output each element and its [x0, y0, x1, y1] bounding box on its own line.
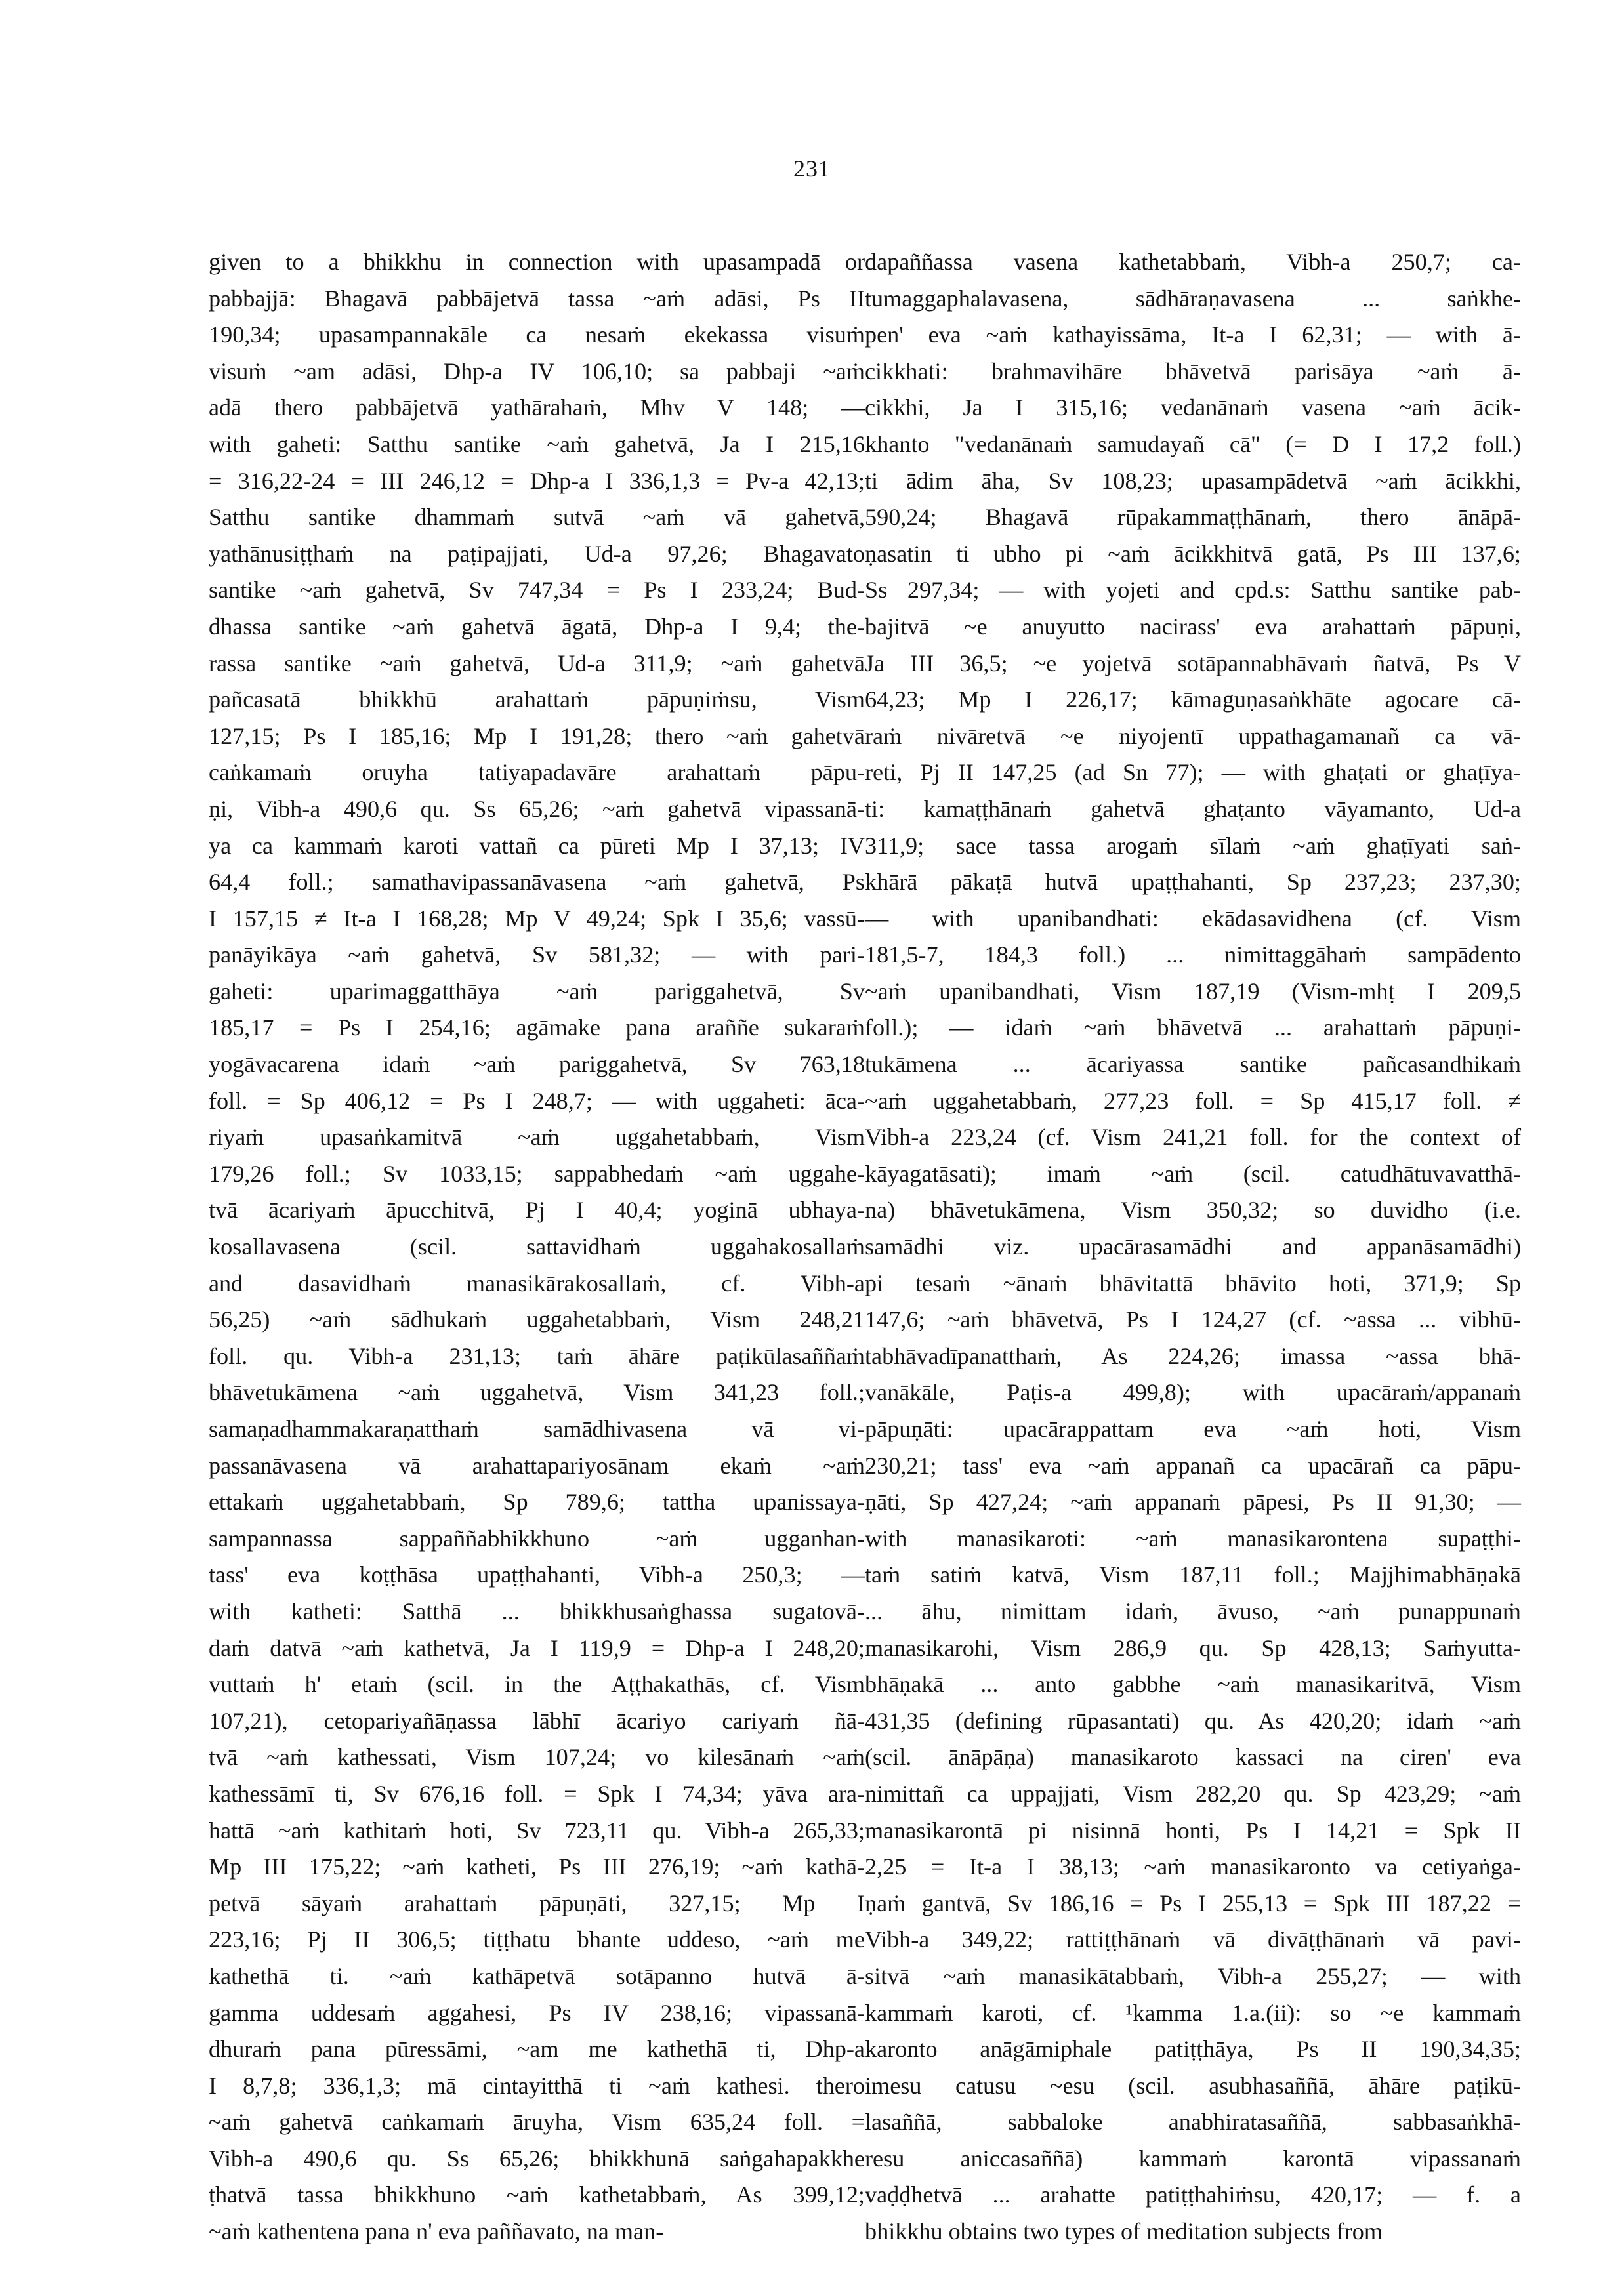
left-column-line: kosallavasena (scil. sattavidhaṁ uggahakosallaṁ — [209, 1233, 865, 1260]
left-column-line: = 316,22-24 = III 246,12 = Dhp-a I 336,1,3 = Pv-a 42,13; — [209, 467, 865, 494]
left-column-line: rassa santike ~aṁ gahetvā, Ud-a 311,9; ~aṁ gahetvā — [209, 650, 865, 676]
left-column-line: I 157,15 ≠ It-a I 168,28; Mp V 49,24; Spk I 35,6; vassū- — [209, 905, 865, 932]
right-column-line: ti: kamaṭṭhānaṁ gahetvā ghaṭanto vāyamanto, Ud-a — [865, 795, 1521, 822]
left-column-line: dhuraṁ pana pūressāmi, ~am me kathethā ti, Dhp-a — [209, 2036, 865, 2063]
right-column-line: 2,25 = It-a I 38,13; ~aṁ manasikaronto va cetiyaṅga- — [865, 1853, 1521, 1880]
left-column-line: santike ~aṁ gahetvā, Sv 747,34 = Ps I 233,24; Bud- — [209, 577, 865, 604]
right-column-line: sitvā ~aṁ manasikātabbaṁ, Vibh-a 255,27; — with — [865, 1962, 1521, 1989]
right-column-line: pen' eva ~aṁ kathayissāma, It-a I 62,31; — with ā- — [865, 321, 1521, 348]
left-column-line: vuttaṁ h' etaṁ (scil. in the Aṭṭhakathās, cf. Vism — [209, 1671, 865, 1698]
left-column-line: yathānusiṭṭhaṁ na paṭipajjati, Ud-a 97,26; Bhagavato — [209, 540, 865, 567]
left-column-line: ~aṁ gahetvā caṅkamaṁ āruyha, Vism 635,24 foll. = — [209, 2109, 865, 2136]
right-column-line: pāpuṇāti: upacārappattam eva ~aṁ hoti, Vism — [865, 1416, 1521, 1442]
left-column-line: foll. qu. Vibh-a 231,13; taṁ āhāre paṭikūlasaññaṁ — [209, 1342, 865, 1369]
right-column-line: tukāmena ... ācariyassa santike pañcasandhikaṁ — [865, 1051, 1521, 1078]
right-column-line: manasikarohi, Vism 286,9 qu. Sp 428,13; Saṁyutta- — [865, 1634, 1521, 1661]
left-column-line: 179,26 foll.; Sv 1033,15; sappabhedaṁ ~aṁ uggahe- — [209, 1160, 865, 1187]
right-column-line: Vibh-a 349,22; rattiṭṭhānaṁ vā divāṭṭhānaṁ vā pavi- — [865, 1926, 1521, 1953]
left-column-line: ṇi, Vibh-a 490,6 qu. Ss 65,26; ~aṁ gahetvā vipassanā- — [209, 795, 865, 822]
right-column-line: 590,24; Bhagavā rūpakammaṭṭhānaṁ, thero ānāpā- — [865, 504, 1521, 531]
left-column-line: pabbajjā: Bhagavā pabbājetvā tassa ~aṁ adāsi, Ps II — [209, 285, 865, 312]
left-column-line: 127,15; Ps I 185,16; Mp I 191,28; thero ~aṁ gahetvā — [209, 722, 865, 749]
left-column-line: dhassa santike ~aṁ gahetvā āgatā, Dhp-a I 9,4; the- — [209, 613, 865, 640]
left-column-line: ya ca kammaṁ karoti vattañ ca pūreti Mp I 37,13; IV — [209, 832, 865, 859]
right-column-line: ~aṁ uggahetabbaṁ, 277,23 foll. = Sp 415,17 foll. ≠ — [865, 1087, 1521, 1114]
left-column-line: gamma uddesaṁ aggahesi, Ps IV 238,16; vipassanā- — [209, 1999, 865, 2026]
right-column-line: cikkhi, Ja I 315,16; vedanānaṁ vasena ~aṁ ācik- — [865, 394, 1521, 421]
left-column-line: Mp III 175,22; ~aṁ katheti, Ps III 276,19; ~aṁ kathā- — [209, 1853, 865, 1880]
left-column-line: ṭhatvā tassa bhikkhuno ~aṁ kathetabbaṁ, As 399,12; — [209, 2181, 865, 2208]
right-column-line: 181,5-7, 184,3 foll.) ... nimittaggāhaṁ sampādento — [865, 941, 1521, 968]
right-column-line: imesu catusu ~esu (scil. asubhasaññā, āhāre paṭikū- — [865, 2072, 1521, 2099]
right-column-line: pi tesaṁ ~ānaṁ bhāvitattā bhāvito hoti, 371,9; Sp — [865, 1270, 1521, 1296]
right-column-line: 431,35 (defining rūpasantati) qu. As 420,20; idaṁ ~aṁ — [865, 1707, 1521, 1734]
right-column-line: reti, Pj II 147,25 (ad Sn 77); — with ghaṭati or ghaṭīya- — [865, 759, 1521, 786]
left-column-line: 64,4 foll.; samathavipassanāvasena ~aṁ gahetvā, Ps — [209, 869, 865, 896]
left-column-line: Vibh-a 490,6 qu. Ss 65,26; bhikkhunā saṅgahapakkhe — [209, 2145, 865, 2172]
left-column-line: yogāvacarena idaṁ ~aṁ pariggahetvā, Sv 763,18 — [209, 1051, 865, 1078]
right-column-line: ṇaṁ gantvā, Sv 186,16 = Ps I 255,13 = Spk III 187,22 = — [865, 1890, 1521, 1916]
right-column-line: Ja III 36,5; ~e yojetvā sotāpannabhāvaṁ ñatvā, Ps V — [865, 650, 1521, 676]
right-column-line: Ss 297,34; — with yojeti and cpd.s: Satthu santike pab- — [865, 577, 1521, 604]
left-column-line: kathessāmī ti, Sv 676,16 foll. = Spk I 74,34; yāva ara- — [209, 1780, 865, 1807]
left-column-line: passanāvasena vā arahattapariyosānam ekaṁ ~aṁ — [209, 1452, 865, 1479]
left-column-line: tvā ācariyaṁ āpucchitvā, Pj I 40,4; yoginā ubhaya- — [209, 1197, 865, 1224]
left-column-line: Satthu santike dhammaṁ sutvā ~aṁ vā gahetvā, — [209, 504, 865, 531]
right-column-line: bajitvā ~e anuyutto nacirass' eva arahattaṁ pāpuṇi, — [865, 613, 1521, 640]
page-number: 231 — [793, 155, 831, 182]
left-column-line: ettakaṁ uggahetabbaṁ, Sp 789,6; tattha upanissaya- — [209, 1489, 865, 1516]
left-column-line: ~aṁ kathentena pana n' eva paññavato, na man- — [209, 2218, 664, 2245]
right-column-line: lasaññā, sabbaloke anabhiratasaññā, sabbasaṅkhā- — [865, 2109, 1521, 2136]
right-column-line: 64,23; Mp I 226,17; kāmaguṇasaṅkhāte agocare cā- — [865, 686, 1521, 713]
right-column-line: tumaggaphalavasena, sādhāraṇavasena ... saṅkhe- — [865, 285, 1521, 312]
right-column-line: bhāṇakā ... anto gabbhe ~aṁ manasikaritvā, Vism — [865, 1671, 1521, 1698]
right-column-line: ti ādim āha, Sv 108,23; upasampādetvā ~aṁ ācikkhi, — [865, 467, 1521, 494]
left-column-line: riyaṁ upasaṅkamitvā ~aṁ uggahetabbaṁ, Vism — [209, 1124, 865, 1151]
left-column-line: kathethā ti. ~aṁ kathāpetvā sotāpanno hutvā ā- — [209, 1962, 865, 1989]
left-column-line: 185,17 = Ps I 254,16; agāmake pana araññe sukaraṁ — [209, 1014, 865, 1041]
left-column-line: tass' eva koṭṭhāsa upaṭṭhahanti, Vibh-a 250,3; — — [209, 1561, 865, 1588]
right-column-line: tabhāvadīpanatthaṁ, As 224,26; imassa ~assa bhā- — [865, 1342, 1521, 1369]
left-column-line: adā thero pabbājetvā yathārahaṁ, Mhv V 148; — — [209, 394, 865, 421]
right-column-line: Vibh-a 223,24 (cf. Vism 241,21 foll. for the context of — [865, 1124, 1521, 1151]
left-column-line: with katheti: Satthā ... bhikkhusaṅghassa sugatovā- — [209, 1598, 865, 1624]
left-column-line: given to a bhikkhu in connection with upasampadā or — [209, 249, 865, 275]
left-column-line: and dasavidhaṁ manasikārakosallaṁ, cf. Vibh-a — [209, 1270, 865, 1296]
right-column-line: kammaṁ karoti, cf. ¹kamma 1.a.(ii): so ~e kammaṁ — [865, 1999, 1521, 2026]
right-column-line: manasikarontā pi nisinnā honti, Ps I 14,21 = Spk II — [865, 1817, 1521, 1844]
left-column-line: sampannassa sappaññabhikkhuno ~aṁ ugganhan- — [209, 1525, 865, 1552]
left-column-line: caṅkamaṁ oruyha tatiyapadavāre arahattaṁ pāpu- — [209, 759, 865, 786]
right-column-line: (scil. ānāpāṇa) manasikaroto kassaci na ciren' eva — [865, 1744, 1521, 1771]
right-column-line: taṁ satiṁ katvā, Vism 187,11 foll.; Majjhimabhāṇakā — [865, 1561, 1521, 1588]
left-column-line: bhāvetukāmena ~aṁ uggahetvā, Vism 341,23 foll.; — [209, 1379, 865, 1406]
right-column-line: raṁ nivāretvā ~e niyojentī uppathagamanañ ca vā- — [865, 722, 1521, 749]
left-column-line: samaṇadhammakaraṇatthaṁ samādhivasena vā vi- — [209, 1416, 865, 1442]
right-column-line: ṇāti, Sp 427,24; ~aṁ appanaṁ pāpesi, Ps II 91,30; — — [865, 1489, 1521, 1516]
right-column-line: resu aniccasaññā) kammaṁ karontā vipassanaṁ — [865, 2145, 1521, 2172]
left-column-line: hattā ~aṁ kathitaṁ hoti, Sv 723,11 qu. Vibh-a 265,33; — [209, 1817, 865, 1844]
right-column-line: foll.); — idaṁ ~aṁ bhāvetvā ... arahattaṁ pāpuṇi- — [865, 1014, 1521, 1041]
right-column-line: nimittañ ca uppajjati, Vism 282,20 qu. Sp 423,29; ~aṁ — [865, 1780, 1521, 1807]
left-column-line: panāyikāya ~aṁ gahetvā, Sv 581,32; — with pari- — [209, 941, 865, 968]
right-column-line: karonto anāgāmiphale patiṭṭhāya, Ps II 190,34,35; — [865, 2036, 1521, 2063]
left-column-line: with gaheti: Satthu santike ~aṁ gahetvā, Ja I 215,16 — [209, 430, 865, 457]
left-column-line: 190,34; upasampannakāle ca nesaṁ ekekassa visuṁ — [209, 321, 865, 348]
right-column-line: na) bhāvetukāmena, Vism 350,32; so duvidho (i.e. — [865, 1197, 1521, 1224]
left-column-line: 56,25) ~aṁ sādhukaṁ uggahetabbaṁ, Vism 248,21 — [209, 1306, 865, 1333]
right-column-line: vaḍḍhetvā ... arahatte patiṭṭhahiṁsu, 420,17; — f. a — [865, 2181, 1521, 2208]
left-column-line: pañcasatā bhikkhū arahattaṁ pāpuṇiṁsu, Vism — [209, 686, 865, 713]
left-column-line: 107,21), cetopariyañāṇassa lābhī ācariyo cariyaṁ ñā- — [209, 1707, 865, 1734]
left-column-line: gaheti: uparimaggatthāya ~aṁ pariggahetvā, Sv — [209, 978, 865, 1004]
left-column-line: daṁ datvā ~aṁ kathetvā, Ja I 119,9 = Dhp-a I 248,20; — [209, 1634, 865, 1661]
right-column-line: bhikkhu obtains two types of meditation subjects from — [865, 2218, 1383, 2245]
right-column-line: ~aṁ upanibandhati, Vism 187,19 (Vism-mhṭ I 209,5 — [865, 978, 1521, 1004]
left-column-line: tvā ~aṁ kathessati, Vism 107,24; vo kilesānaṁ ~aṁ — [209, 1744, 865, 1771]
left-column-line: petvā sāyaṁ arahattaṁ pāpuṇāti, 327,15; Mp I — [209, 1890, 865, 1916]
right-column-line: 311,9; sace tassa arogaṁ sīlaṁ ~aṁ ghaṭīyati saṅ- — [865, 832, 1521, 859]
left-column-line: foll. = Sp 406,12 = Ps I 248,7; — with uggaheti: āca- — [209, 1087, 865, 1114]
right-column-line: samādhi viz. upacārasamādhi and appanāsamādhi) — [865, 1233, 1521, 1260]
right-column-line: kāyagatāsati); imaṁ ~aṁ (scil. catudhātuvavatthā- — [865, 1160, 1521, 1187]
right-column-line: khanto "vedanānaṁ samudayañ cā" (= D I 17,2 foll.) — [865, 430, 1521, 457]
right-column-line: vanākāle, Paṭis-a 499,8); with upacāraṁ/appanaṁ — [865, 1379, 1521, 1406]
right-column-line: 230,21; tass' eva ~aṁ appanañ ca upacārañ ca pāpu- — [865, 1452, 1521, 1479]
left-column-line: visuṁ ~am adāsi, Dhp-a IV 106,10; sa pabbaji ~aṁ — [209, 358, 865, 384]
left-column-line: 223,16; Pj II 306,5; tiṭṭhatu bhante uddeso, ~aṁ me — [209, 1926, 865, 1953]
right-column-line: dapaññassa vasena kathetabbaṁ, Vibh-a 250,7; ca- — [865, 249, 1521, 275]
right-column-line: 147,6; ~aṁ bhāvetvā, Ps I 124,27 (cf. ~assa ... vibhū- — [865, 1306, 1521, 1333]
left-column-line: I 8,7,8; 336,1,3; mā cintayitthā ti ~aṁ kathesi. thero — [209, 2072, 865, 2099]
right-column-line: khārā pākaṭā hutvā upaṭṭhahanti, Sp 237,23; 237,30; — [865, 869, 1521, 896]
right-column-line: ... āhu, nimittam idaṁ, āvuso, ~aṁ punappunaṁ — [865, 1598, 1521, 1624]
left-column — [209, 244, 865, 2250]
right-column-line: cikkhati: brahmavihāre bhāvetvā parisāya ~aṁ ā- — [865, 358, 1521, 384]
right-column-line: with manasikaroti: ~aṁ manasikarontena supaṭṭhi- — [865, 1525, 1521, 1552]
right-column-line: ṇasatin ti ubho pi ~aṁ ācikkhitvā gatā, Ps III 137,6; — [865, 540, 1521, 567]
right-column-line: — with upanibandhati: ekādasavidhena (cf. Vism — [865, 905, 1521, 932]
right-column — [865, 244, 1521, 2250]
